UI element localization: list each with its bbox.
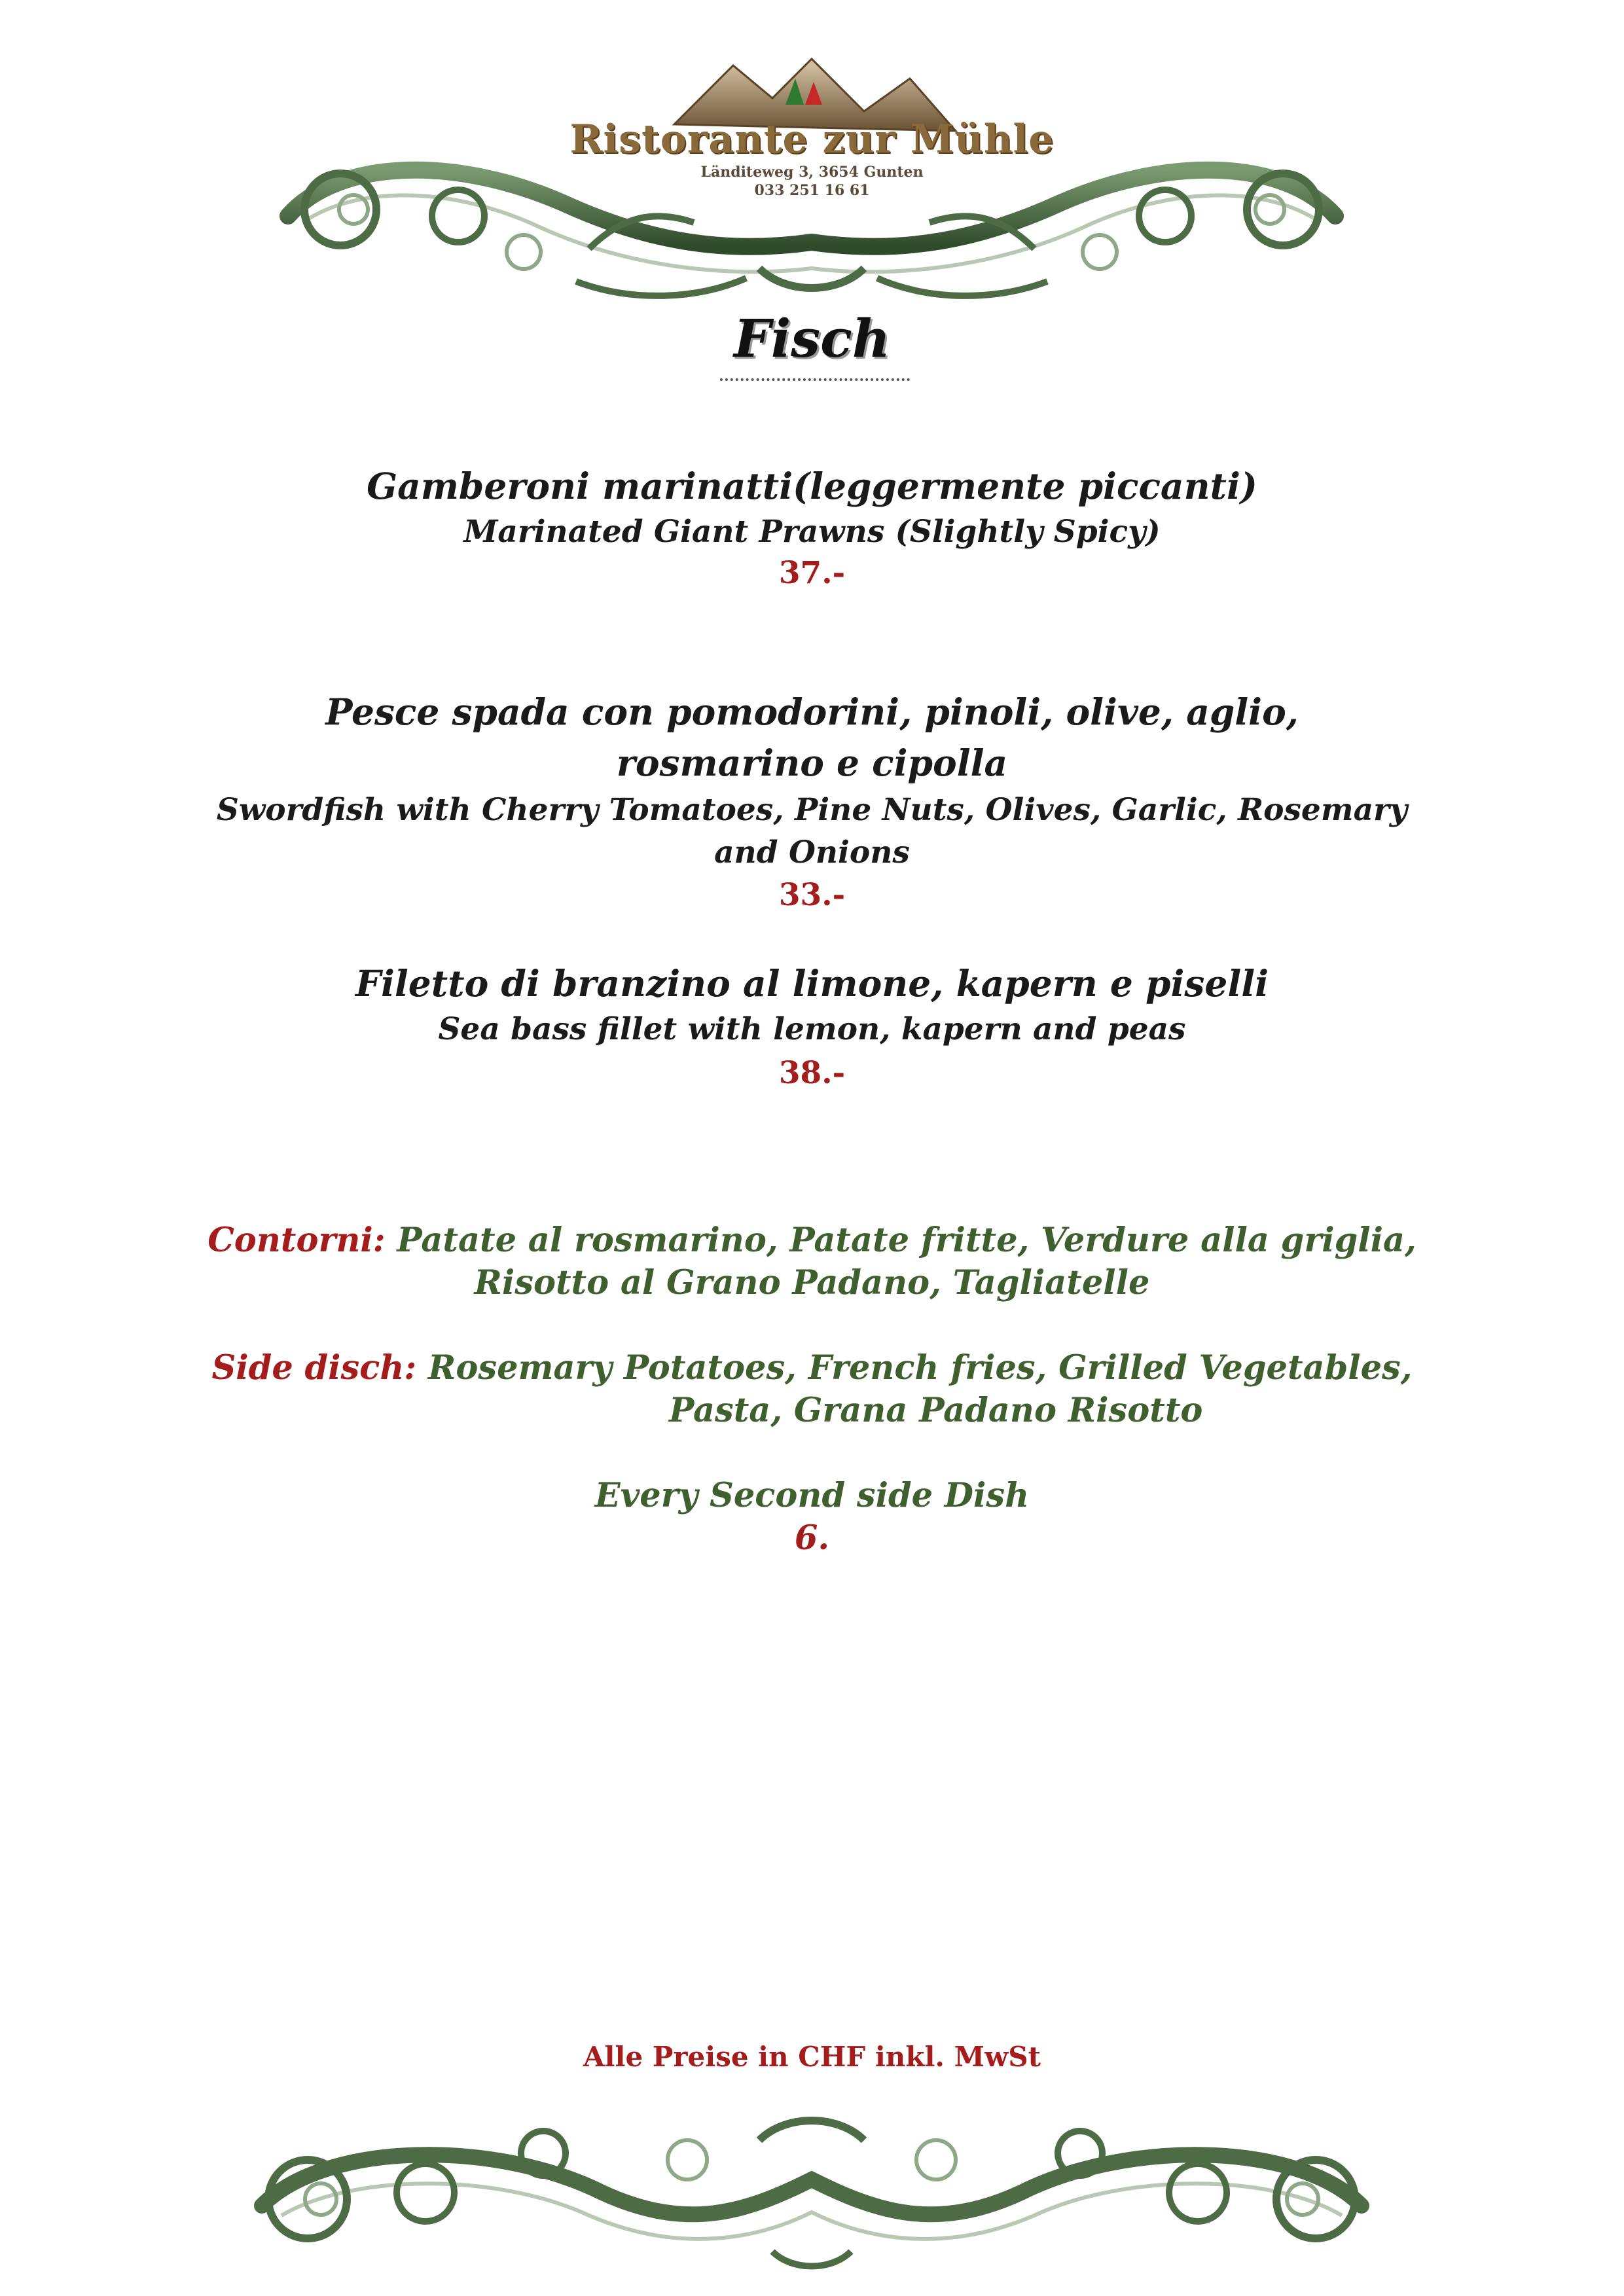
side-dish-line1: [0, 1348, 1624, 1388]
contorni-items-1: Patate al rosmarino, Patate fritte, Verdure alla griglia,: [385, 1221, 1416, 1260]
footer-ornament: [0, 2101, 1624, 2284]
dish-2-name-en-line2: and Onions: [714, 834, 910, 870]
dish-3-name-en: Sea bass fillet with lemon, kapern and peas: [438, 1011, 1186, 1047]
dish-2-name-it-line1: Pesce spada con pomodorini, pinoli, olive, aglio,: [325, 691, 1299, 733]
dish-3-name-it: Filetto di branzino al limone, kapern e piselli: [355, 962, 1269, 1005]
dish-2-name-it-line2: rosmarino e cipolla: [616, 742, 1008, 784]
dish-1-name-en: Marinated Giant Prawns (Slightly Spicy): [463, 514, 1161, 550]
section-title: Fisch: [733, 308, 891, 369]
scroll-ornament-bottom: [0, 2101, 1624, 2284]
footer-price-note: Alle Preise in CHF inkl. MwSt: [583, 2041, 1041, 2073]
side-dish-line2: Pasta, Grana Padano Risotto: [669, 1391, 1203, 1430]
dish-3-price: 38.-: [778, 1055, 846, 1091]
contorni-line1: [0, 1221, 1624, 1260]
dish-2-price: 33.-: [778, 877, 846, 913]
restaurant-address: Länditeweg 3, 3654 Gunten: [700, 164, 924, 181]
side-dish-label: Side disch:: [211, 1348, 417, 1388]
contorni-line2: Risotto al Grano Padano, Tagliatelle: [474, 1263, 1150, 1302]
side-dish-items-1: Rosemary Potatoes, French fries, Grilled Vegetables,: [416, 1348, 1413, 1388]
dish-1-name-it: Gamberoni marinatti(leggermente piccanti): [367, 465, 1257, 507]
every-second-side-dish-price: 6.: [794, 1518, 830, 1558]
dish-1-price: 37.-: [778, 555, 846, 591]
dish-2-name-en-line1: Swordfish with Cherry Tomatoes, Pine Nuts, Olives, Garlic, Rosemary: [216, 792, 1408, 828]
restaurant-phone: 033 251 16 61: [754, 182, 870, 199]
restaurant-logo-name: Ristorante zur Mühle: [569, 117, 1055, 162]
contorni-label: Contorni:: [208, 1221, 386, 1260]
every-second-side-dish: Every Second side Dish: [594, 1476, 1030, 1515]
title-underline: [720, 376, 910, 381]
